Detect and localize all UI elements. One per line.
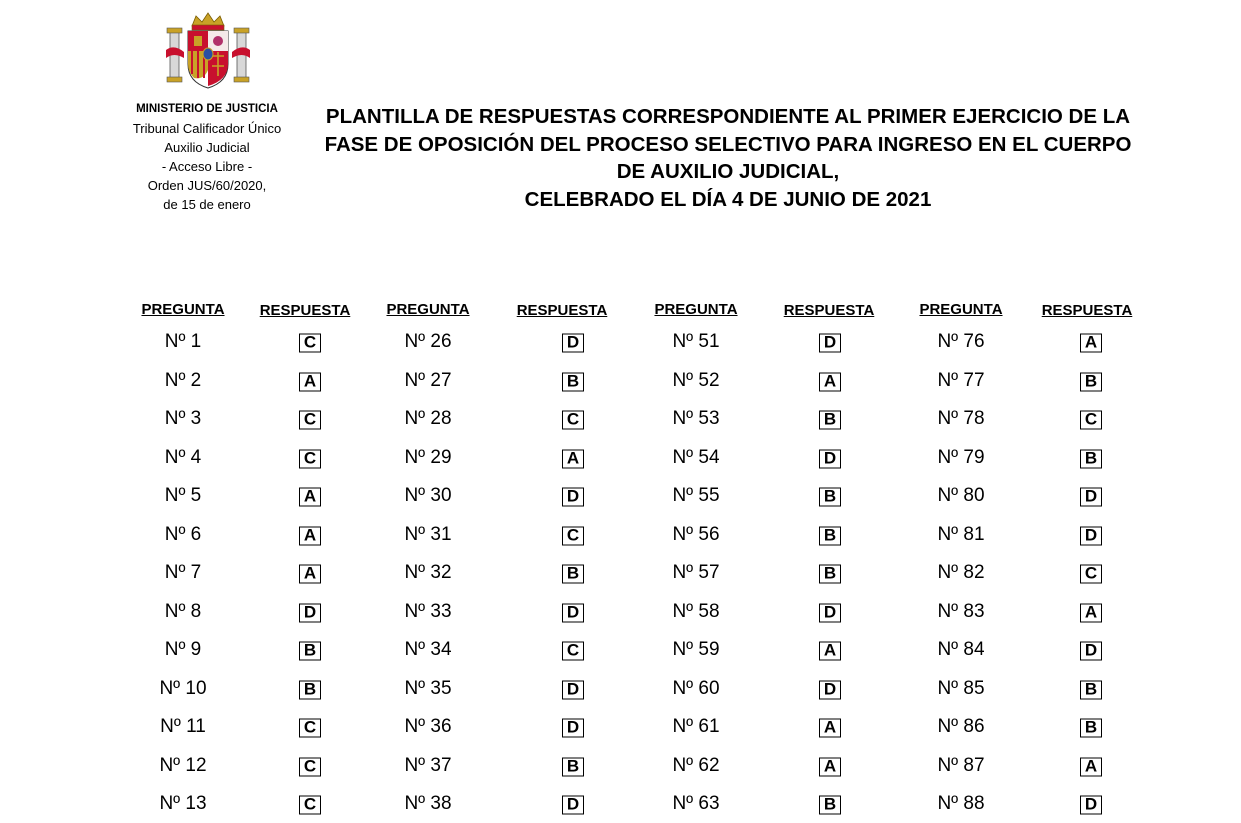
question-number: Nº 26 <box>404 331 452 352</box>
question-number: Nº 76 <box>937 331 985 352</box>
question-number: Nº 30 <box>404 485 452 506</box>
question-number: Nº 82 <box>937 562 985 583</box>
question-number: Nº 8 <box>164 600 202 622</box>
question-number: Nº 58 <box>672 600 720 622</box>
question-number: Nº 79 <box>937 446 985 468</box>
answer-column-header: RESPUESTA <box>783 302 875 319</box>
access-type: - Acceso Libre - <box>161 159 253 174</box>
question-number: Nº 36 <box>404 716 452 737</box>
question-number: Nº 84 <box>937 639 985 660</box>
answer-letter-box: C <box>299 757 321 776</box>
answer-letter-box: D <box>562 488 584 507</box>
answer-letter-box: B <box>819 796 841 815</box>
order-date: de 15 de enero <box>163 197 251 212</box>
answer-letter-box: B <box>299 642 321 661</box>
question-number: Nº 51 <box>672 331 720 352</box>
question-number: Nº 2 <box>164 369 202 391</box>
question-number: Nº 27 <box>404 369 452 391</box>
answer-letter-box: C <box>562 411 584 430</box>
answer-letter-box: B <box>1080 372 1102 391</box>
question-number: Nº 57 <box>672 562 720 583</box>
answer-letter-box: C <box>1080 411 1102 430</box>
answer-letter-box: D <box>819 680 841 699</box>
question-number: Nº 59 <box>672 639 720 660</box>
question-number: Nº 87 <box>937 754 985 776</box>
answer-letter-box: D <box>562 796 584 815</box>
question-number: Nº 34 <box>404 639 452 660</box>
question-column-header: PREGUNTA <box>386 301 470 318</box>
question-column-header: PREGUNTA <box>919 301 1003 318</box>
question-number: Nº 81 <box>937 523 985 545</box>
question-number: Nº 33 <box>404 600 452 622</box>
answer-letter-box: A <box>299 565 321 584</box>
answer-letter-box: D <box>562 719 584 738</box>
body-name: Auxilio Judicial <box>164 140 250 155</box>
question-number: Nº 62 <box>672 754 720 776</box>
answer-letter-box: B <box>562 565 584 584</box>
title-line-1: PLANTILLA DE RESPUESTAS CORRESPONDIENTE AL PRIMER EJERCICIO DE LA <box>325 105 1131 128</box>
answer-letter-box: B <box>819 488 841 507</box>
answer-letter-box: A <box>819 642 841 661</box>
answer-letter-box: A <box>819 719 841 738</box>
answer-letter-box: B <box>819 565 841 584</box>
question-number: Nº 3 <box>164 408 202 429</box>
answer-letter-box: C <box>562 642 584 661</box>
tribunal-name: Tribunal Calificador Único <box>132 121 282 136</box>
answer-letter-box: C <box>299 796 321 815</box>
answer-letter-box: C <box>299 334 321 353</box>
answer-letter-box: D <box>562 603 584 622</box>
question-number: Nº 53 <box>672 408 720 429</box>
answer-letter-box: D <box>1080 796 1102 815</box>
answer-letter-box: D <box>562 334 584 353</box>
question-number: Nº 6 <box>164 523 202 545</box>
question-number: Nº 38 <box>404 793 452 814</box>
answer-letter-box: B <box>1080 449 1102 468</box>
question-number: Nº 85 <box>937 677 985 699</box>
answer-letter-box: B <box>562 757 584 776</box>
answer-column-header: RESPUESTA <box>1041 302 1133 319</box>
question-number: Nº 54 <box>672 446 720 468</box>
answer-letter-box: B <box>1080 719 1102 738</box>
ministry-name: MINISTERIO DE JUSTICIA <box>136 103 278 115</box>
answer-letter-box: D <box>299 603 321 622</box>
answer-letter-box: A <box>819 372 841 391</box>
answer-letter-box: A <box>299 488 321 507</box>
title-line-2: FASE DE OPOSICIÓN DEL PROCESO SELECTIVO PARA INGRESO EN EL CUERPO <box>324 132 1132 156</box>
answer-letter-box: D <box>1080 526 1102 545</box>
order-reference: Orden JUS/60/2020, <box>147 178 267 193</box>
answer-letter-box: C <box>1080 565 1102 584</box>
question-number: Nº 35 <box>404 677 452 699</box>
coat-of-arms-logo <box>164 10 252 92</box>
question-number: Nº 52 <box>672 369 720 391</box>
answer-letter-box: B <box>562 372 584 391</box>
question-number: Nº 86 <box>937 716 985 737</box>
question-number: Nº 32 <box>404 562 452 583</box>
question-number: Nº 4 <box>164 446 202 468</box>
question-number: Nº 63 <box>672 793 720 814</box>
question-number: Nº 88 <box>937 793 985 814</box>
title-line-4: CELEBRADO EL DÍA 4 DE JUNIO DE 2021 <box>524 187 932 211</box>
title-line-3: DE AUXILIO JUDICIAL, <box>616 160 840 183</box>
answer-letter-box: A <box>1080 334 1102 353</box>
question-number: Nº 10 <box>159 677 207 699</box>
question-number: Nº 61 <box>672 716 720 737</box>
answer-letter-box: C <box>299 719 321 738</box>
question-number: Nº 60 <box>672 677 720 699</box>
question-number: Nº 31 <box>404 523 452 545</box>
issuer-block <box>118 100 296 214</box>
question-number: Nº 29 <box>404 446 452 468</box>
answer-letter-box: A <box>299 372 321 391</box>
answer-letter-box: C <box>562 526 584 545</box>
question-number: Nº 80 <box>937 485 985 506</box>
answer-letter-box: A <box>1080 757 1102 776</box>
answer-letter-box: A <box>299 526 321 545</box>
answer-letter-box: B <box>819 411 841 430</box>
answer-letter-box: A <box>562 449 584 468</box>
question-number: Nº 9 <box>164 639 202 660</box>
answer-letter-box: D <box>1080 642 1102 661</box>
answer-letter-box: D <box>562 680 584 699</box>
question-number: Nº 5 <box>164 485 202 506</box>
question-number: Nº 37 <box>404 754 452 776</box>
question-number: Nº 77 <box>937 369 985 391</box>
question-number: Nº 56 <box>672 523 720 545</box>
question-column-header: PREGUNTA <box>141 301 225 318</box>
answer-letter-box: B <box>819 526 841 545</box>
question-number: Nº 1 <box>164 331 202 352</box>
question-column-header: PREGUNTA <box>654 301 738 318</box>
question-number: Nº 11 <box>160 716 206 737</box>
answer-letter-box: D <box>1080 488 1102 507</box>
answer-letter-box: A <box>819 757 841 776</box>
answer-letter-box: D <box>819 449 841 468</box>
answer-letter-box: C <box>299 411 321 430</box>
answer-column-header: RESPUESTA <box>516 302 608 319</box>
question-number: Nº 12 <box>159 754 207 776</box>
answer-letter-box: B <box>1080 680 1102 699</box>
answer-letter-box: D <box>819 334 841 353</box>
document-title <box>308 103 1148 213</box>
answer-column-header: RESPUESTA <box>259 302 351 319</box>
question-number: Nº 78 <box>937 408 985 429</box>
answer-letter-box: B <box>299 680 321 699</box>
question-number: Nº 55 <box>672 485 720 506</box>
answer-letter-box: C <box>299 449 321 468</box>
answer-letter-box: D <box>819 603 841 622</box>
question-number: Nº 28 <box>404 408 452 429</box>
question-number: Nº 7 <box>164 562 202 583</box>
answer-letter-box: A <box>1080 603 1102 622</box>
question-number: Nº 13 <box>159 793 207 814</box>
question-number: Nº 83 <box>937 600 985 622</box>
